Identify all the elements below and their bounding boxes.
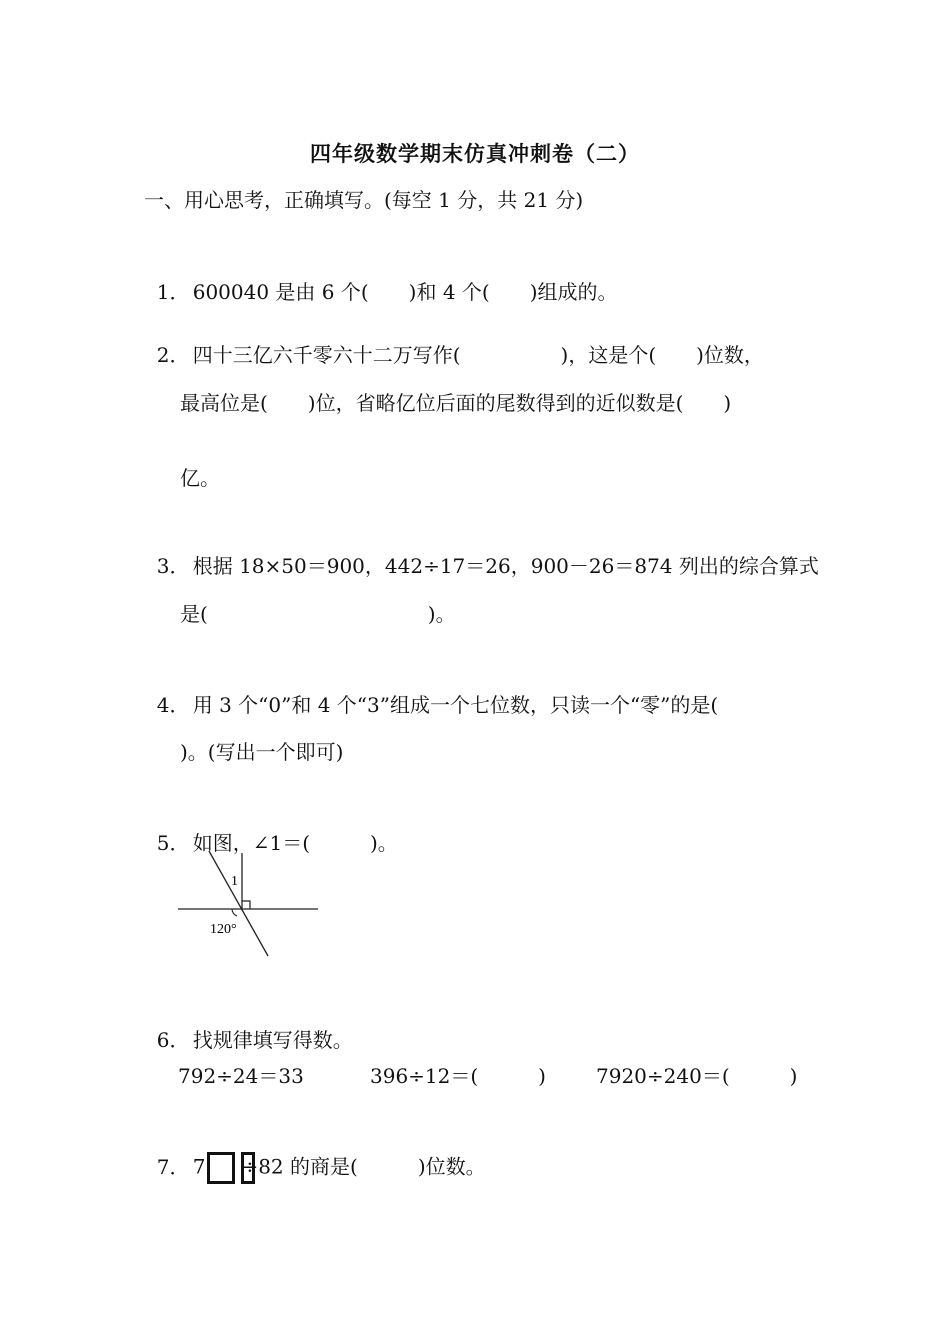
question-3-line-2: 是( )。 bbox=[180, 602, 456, 626]
question-1 bbox=[144, 250, 618, 306]
question-text: 600040 是由 6 个( )和 4 个( )组成的。 bbox=[192, 280, 618, 304]
page-title: 四年级数学期末仿真冲刺卷（二） bbox=[310, 141, 640, 166]
question-number: 6． bbox=[156, 1028, 190, 1052]
question-number: 4． bbox=[156, 693, 190, 717]
question-text: 找规律填写得数。 bbox=[192, 1028, 353, 1052]
question-3 bbox=[144, 524, 819, 580]
question-text-prefix: 7 bbox=[192, 1154, 206, 1179]
angle-1-label: 1 bbox=[231, 874, 238, 889]
section-heading: 一、用心思考，正确填写。(每空 1 分，共 21 分) bbox=[144, 188, 584, 212]
expression-1: 792÷24＝33 bbox=[178, 1064, 304, 1088]
question-text: 用 3 个“0”和 4 个“3”组成一个七位数，只读一个“零”的是( bbox=[192, 693, 719, 717]
slanted-line bbox=[209, 851, 268, 956]
angle-120-label: 120° bbox=[210, 922, 237, 937]
question-number: 5． bbox=[156, 831, 190, 855]
question-number: 2． bbox=[156, 343, 190, 367]
digit-box-1[interactable] bbox=[207, 1152, 235, 1184]
question-4-line-2: )。(写出一个即可) bbox=[180, 740, 344, 764]
question-7 bbox=[144, 1124, 486, 1184]
question-6 bbox=[144, 998, 353, 1054]
question-number: 1． bbox=[156, 280, 190, 304]
question-2-line-2: 最高位是( )位，省略亿位后面的尾数得到的近似数是( ) bbox=[180, 391, 732, 415]
question-text: 的商是( )位数。 bbox=[283, 1154, 486, 1179]
question-text-divisor: ÷82 bbox=[241, 1154, 284, 1179]
question-2 bbox=[144, 313, 764, 369]
question-text: 根据 18×50＝900，442÷17＝26，900－26＝874 列出的综合算式 bbox=[192, 554, 819, 578]
question-number: 7． bbox=[156, 1154, 190, 1179]
angle-arc bbox=[232, 909, 237, 916]
expression-3: 7920÷240＝( ) bbox=[596, 1064, 798, 1088]
angle-figure bbox=[170, 845, 330, 960]
question-text: 四十三亿六千零六十二万写作( )，这是个( )位数， bbox=[192, 343, 764, 367]
question-4 bbox=[144, 663, 718, 719]
question-text: 如图，∠1＝( )。 bbox=[192, 831, 398, 855]
right-angle-mark bbox=[242, 901, 250, 909]
question-number: 3． bbox=[156, 554, 190, 578]
question-2-line-3: 亿。 bbox=[180, 466, 220, 490]
expression-2: 396÷12＝( ) bbox=[370, 1064, 546, 1088]
